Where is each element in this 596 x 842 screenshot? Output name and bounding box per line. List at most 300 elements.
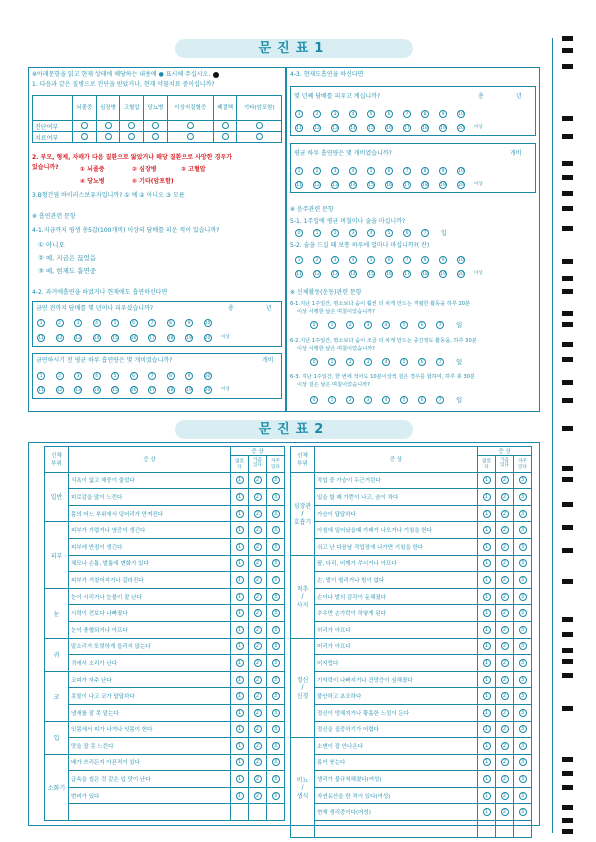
symptom-option-3[interactable]: 3 (514, 489, 532, 506)
symptom-option-2[interactable]: 2 (496, 605, 514, 622)
symptom-option-2[interactable]: 2 (496, 522, 514, 539)
current-amount-b-14[interactable]: 14 (350, 183, 356, 188)
symptom-option-3[interactable]: 3 (514, 572, 532, 589)
symptom-option-3[interactable]: 3 (514, 655, 532, 672)
symptom-text (69, 804, 231, 821)
symptom-option-1[interactable]: 1 (231, 787, 249, 804)
disease-option-circle[interactable] (167, 121, 213, 132)
disease-option-circle[interactable] (144, 121, 168, 132)
symptom-option-2[interactable]: 2 (249, 671, 267, 688)
smoke-years-a-3[interactable]: 3 (74, 319, 82, 327)
smoke-amount-b-suffix: 이상 (221, 387, 230, 392)
smoke-years-b-14[interactable]: 14 (93, 336, 100, 341)
smoke-amount-b-11[interactable]: 11 (38, 388, 44, 393)
q62-days-0[interactable]: 0 (310, 358, 318, 366)
symptom-option-2[interactable]: 2 (496, 738, 514, 755)
smoke-amount-a-9[interactable]: 9 (185, 372, 193, 380)
symptom-option-2[interactable]: 2 (249, 505, 267, 522)
q4-1-option-1[interactable]: ② 예, 지금은 끊었음 (38, 254, 97, 262)
symptom-option-1[interactable]: 1 (231, 688, 249, 705)
current-years-b-12[interactable]: 12 (314, 126, 320, 131)
symptom-option-1[interactable]: 1 (478, 688, 496, 705)
body-part-left-5: 입 (45, 721, 69, 754)
timing-mark (562, 426, 573, 431)
timing-mark (562, 161, 573, 166)
smoke-amount-a-3[interactable]: 3 (74, 372, 82, 380)
symptom-option-2[interactable]: 2 (249, 738, 267, 755)
q2-option-4[interactable]: ⑤ 기타(암포함) (132, 178, 174, 185)
current-amount-a-4[interactable]: 4 (349, 167, 357, 175)
symptom-option-3[interactable]: 3 (514, 588, 532, 605)
disease-option-circle[interactable] (96, 132, 120, 143)
symptom-option-2[interactable]: 2 (496, 505, 514, 522)
symptom-option-2[interactable]: 2 (249, 638, 267, 655)
current-years-a-7[interactable]: 7 (403, 110, 411, 118)
q62-days-6[interactable]: 6 (418, 358, 426, 366)
symptom-option-1[interactable]: 1 (478, 771, 496, 788)
symptom-option-2[interactable]: 2 (496, 588, 514, 605)
drink-glasses-b-15[interactable]: 15 (368, 272, 374, 277)
symptom-option-1[interactable]: 1 (478, 605, 496, 622)
smoke-years-b-16[interactable]: 16 (130, 336, 137, 341)
q63-days-5[interactable]: 5 (400, 396, 408, 404)
symptom-option-3[interactable]: 3 (514, 804, 532, 821)
disease-option-circle[interactable] (120, 121, 144, 132)
q63-days-7[interactable]: 7 (436, 396, 444, 404)
symptom-option-2[interactable]: 2 (496, 638, 514, 655)
symptom-option-3[interactable]: 3 (514, 787, 532, 804)
symptom-option-1[interactable]: 1 (231, 738, 249, 755)
current-amount-a-5[interactable]: 5 (367, 167, 375, 175)
current-years-a-9[interactable]: 9 (439, 110, 447, 118)
symptom-option-3[interactable]: 3 (267, 621, 285, 638)
symptom-option-3[interactable]: 3 (514, 522, 532, 539)
smoke-years-b-17[interactable]: 17 (149, 336, 155, 341)
q63-days-3[interactable]: 3 (364, 396, 372, 404)
symptom-option-1[interactable]: 1 (231, 704, 249, 721)
drink-glasses-b-11[interactable]: 11 (296, 272, 302, 277)
smoke-years-a-10[interactable]: 10 (204, 321, 211, 326)
smoke-amount-b-17[interactable]: 17 (149, 388, 155, 393)
symptom-option-2[interactable]: 2 (496, 671, 514, 688)
symptom-option-2[interactable]: 2 (496, 688, 514, 705)
smoke-years-a-2[interactable]: 2 (56, 319, 64, 327)
symptom-option-1[interactable]: 1 (231, 655, 249, 672)
smoke-years-b-18[interactable]: 18 (167, 336, 174, 341)
current-years-a-3[interactable]: 3 (331, 110, 339, 118)
symptom-option-3[interactable]: 3 (267, 754, 285, 771)
symptom-option-1[interactable]: 1 (231, 771, 249, 788)
smoke-years-a-4[interactable]: 4 (93, 319, 101, 327)
q63-days-2[interactable]: 2 (346, 396, 354, 404)
current-amount-a-8[interactable]: 8 (421, 167, 429, 175)
symptom-option-2[interactable]: 2 (496, 555, 514, 572)
current-years-a-5[interactable]: 5 (367, 110, 375, 118)
drink-glasses-a-3[interactable]: 3 (331, 256, 339, 264)
q62-days-1[interactable]: 1 (328, 358, 336, 366)
smoke-amount-b-13[interactable]: 13 (75, 388, 81, 393)
smoke-amount-b-15[interactable]: 15 (112, 388, 118, 393)
current-amount-b-17[interactable]: 17 (404, 183, 410, 188)
symptom-option-1[interactable]: 1 (478, 621, 496, 638)
symptom-option-2[interactable]: 2 (496, 655, 514, 672)
symptom-option-2[interactable]: 2 (496, 754, 514, 771)
q2-option-3[interactable]: ④ 당뇨병 (80, 178, 105, 185)
symptom-option-1[interactable]: 1 (478, 522, 496, 539)
disease-option-circle[interactable] (237, 132, 282, 143)
q4-1-option-2[interactable]: ③ 예, 현재도 흡연중 (38, 267, 97, 275)
symptom-option-3[interactable]: 3 (514, 605, 532, 622)
symptom-option-3[interactable]: 3 (267, 638, 285, 655)
symptom-option-2[interactable]: 2 (496, 472, 514, 489)
symptom-option-3[interactable]: 3 (267, 787, 285, 804)
drink-glasses-a-6[interactable]: 6 (385, 256, 393, 264)
drink-glasses-a-10[interactable]: 10 (458, 258, 464, 263)
symptom-option-2[interactable]: 2 (249, 754, 267, 771)
symptom-option-1[interactable]: 1 (231, 621, 249, 638)
drink-glasses-b-19[interactable]: 19 (440, 272, 446, 277)
symptom-option-1[interactable]: 1 (478, 754, 496, 771)
q63-days-6[interactable]: 6 (418, 396, 426, 404)
smoke-amount-a-1[interactable]: 1 (37, 372, 45, 380)
drink-glasses-b-12[interactable]: 12 (314, 272, 320, 277)
symptom-option-3[interactable]: 3 (514, 754, 532, 771)
smoke-years-a-1[interactable]: 1 (37, 319, 45, 327)
symptom-option-1[interactable]: 1 (478, 555, 496, 572)
symptom-option-3[interactable]: 3 (267, 738, 285, 755)
current-years-a-4[interactable]: 4 (349, 110, 357, 118)
symptom-option-1[interactable]: 1 (231, 638, 249, 655)
q61-days-5[interactable]: 5 (400, 321, 408, 329)
current-years-b-13[interactable]: 13 (332, 126, 338, 131)
current-amount-b-19[interactable]: 19 (440, 183, 446, 188)
drink-glasses-b-20[interactable]: 20 (458, 272, 464, 277)
symptom-option-3[interactable]: 3 (514, 638, 532, 655)
current-amount-a-9[interactable]: 9 (439, 167, 447, 175)
q2-option-2[interactable]: ③ 고혈압 (181, 166, 206, 173)
symptom-option-2[interactable]: 2 (496, 538, 514, 555)
drink-glasses-b-17[interactable]: 17 (404, 272, 410, 277)
symptom-option-3[interactable]: 3 (514, 621, 532, 638)
symptom-option-3[interactable]: 3 (514, 555, 532, 572)
q62-days-3[interactable]: 3 (364, 358, 372, 366)
symptom-option-3[interactable]: 3 (514, 771, 532, 788)
symptom-option-3[interactable]: 3 (267, 588, 285, 605)
smoke-amount-a-8[interactable]: 8 (167, 372, 175, 380)
q62-days-4[interactable]: 4 (382, 358, 390, 366)
symptom-option-1[interactable]: 1 (231, 605, 249, 622)
q2-option-0[interactable]: ① 뇌졸중 (80, 166, 105, 173)
current-amount-b-12[interactable]: 12 (314, 183, 320, 188)
q63-days-1[interactable]: 1 (328, 396, 336, 404)
smoke-years-a-9[interactable]: 9 (185, 319, 193, 327)
symptom-option-2[interactable]: 2 (496, 621, 514, 638)
disease-option-circle[interactable] (73, 121, 97, 132)
symptom-option-2[interactable]: 2 (249, 655, 267, 672)
disease-option-circle[interactable] (237, 121, 282, 132)
disease-option-circle[interactable] (120, 132, 144, 143)
symptom-option-1[interactable]: 1 (231, 588, 249, 605)
q61-days-3[interactable]: 3 (364, 321, 372, 329)
symptom-option-3[interactable]: 3 (514, 721, 532, 738)
symptom-option-1[interactable]: 1 (478, 738, 496, 755)
drink-days-2[interactable]: 2 (331, 229, 339, 237)
timing-mark (562, 579, 573, 584)
q61-days-6[interactable]: 6 (418, 321, 426, 329)
symptom-option-3[interactable]: 3 (514, 738, 532, 755)
symptom-option-2[interactable]: 2 (249, 704, 267, 721)
current-amount-b-16[interactable]: 16 (386, 183, 392, 188)
timing-mark (562, 311, 573, 316)
symptom-option-1[interactable]: 1 (231, 754, 249, 771)
timing-mark (562, 36, 573, 41)
smoke-amount-a-2[interactable]: 2 (56, 372, 64, 380)
q61-days-2[interactable]: 2 (346, 321, 354, 329)
col-symptom: 증 상 (315, 447, 478, 473)
symptom-option-3[interactable]: 3 (267, 489, 285, 506)
q62-days-2[interactable]: 2 (346, 358, 354, 366)
symptom-option-3[interactable]: 3 (267, 605, 285, 622)
symptom-option-1[interactable]: 1 (478, 505, 496, 522)
disease-option-circle[interactable] (73, 132, 97, 143)
q63-days-0[interactable]: 0 (310, 396, 318, 404)
q61-days-4[interactable]: 4 (382, 321, 390, 329)
q4-1-option-0[interactable]: ① 아니오 (38, 241, 65, 249)
smoke-amount-b-18[interactable]: 18 (167, 388, 174, 393)
smoke-amount-a-6[interactable]: 6 (130, 372, 138, 380)
q62-text-b: 이상 시행한 날은 며칠이었습니까? (297, 346, 375, 352)
symptom-option-3[interactable]: 3 (267, 472, 285, 489)
symptom-option-2[interactable]: 2 (496, 489, 514, 506)
symptom-option-3[interactable]: 3 (267, 538, 285, 555)
drink-glasses-a-1[interactable]: 1 (295, 256, 303, 264)
symptom-option-1[interactable]: 1 (478, 572, 496, 589)
symptom-option-1[interactable]: 1 (231, 522, 249, 539)
drink-glasses-b-18[interactable]: 18 (422, 272, 428, 277)
symptom-text: 팔, 다리, 어깨가 쑤시거나 아프다 (315, 555, 478, 572)
col-group: 증 상 (231, 447, 285, 456)
symptom-option-3[interactable]: 3 (514, 704, 532, 721)
current-amount-b-15[interactable]: 15 (368, 183, 374, 188)
symptom-option-3[interactable]: 3 (267, 572, 285, 589)
drink-glasses-b-13[interactable]: 13 (332, 272, 338, 277)
symptom-option-2[interactable]: 2 (249, 489, 267, 506)
timing-mark (562, 322, 573, 327)
symptom-option-2[interactable]: 2 (249, 721, 267, 738)
smoke-years-b-19[interactable]: 19 (186, 336, 192, 341)
symptom-option-2[interactable]: 2 (496, 704, 514, 721)
symptom-option-3[interactable]: 3 (514, 505, 532, 522)
smoke-years-a-5[interactable]: 5 (111, 319, 119, 327)
timing-mark (562, 206, 573, 211)
current-years-a-2[interactable]: 2 (313, 110, 321, 118)
drink-glasses-a-5[interactable]: 5 (367, 256, 375, 264)
current-years-b-15[interactable]: 15 (368, 126, 374, 131)
current-years-b-11[interactable]: 11 (296, 126, 302, 131)
smoke-years-b-suffix: 이상 (221, 335, 230, 340)
smoke-amount-b-19[interactable]: 19 (186, 388, 192, 393)
symptom-option-1[interactable]: 1 (231, 505, 249, 522)
smoke-years-a-7[interactable]: 7 (148, 319, 156, 327)
q63-days-4[interactable]: 4 (382, 396, 390, 404)
current-amount-b-18[interactable]: 18 (422, 183, 428, 188)
drink-days-5[interactable]: 5 (385, 229, 393, 237)
disease-option-circle[interactable] (167, 132, 213, 143)
symptom-option-3[interactable]: 3 (267, 655, 285, 672)
smoke-amount-b-20[interactable]: 20 (204, 388, 211, 393)
symptom-option-2[interactable]: 2 (249, 787, 267, 804)
symptom-option-2[interactable]: 2 (249, 572, 267, 589)
drink-days-4[interactable]: 4 (367, 229, 375, 237)
symptom-option-1[interactable]: 1 (231, 555, 249, 572)
symptom-option-3[interactable]: 3 (514, 688, 532, 705)
q62-days-5[interactable]: 5 (400, 358, 408, 366)
symptom-option-3[interactable]: 3 (267, 671, 285, 688)
q61-days-0[interactable]: 0 (310, 321, 318, 329)
symptom-option-2[interactable]: 2 (249, 588, 267, 605)
symptom-option-3[interactable]: 3 (514, 671, 532, 688)
symptom-option-2[interactable]: 2 (249, 555, 267, 572)
drink-glasses-a-9[interactable]: 9 (439, 256, 447, 264)
symptom-option-3[interactable]: 3 (267, 704, 285, 721)
current-amount-a-2[interactable]: 2 (313, 167, 321, 175)
current-years-a-1[interactable]: 1 (295, 110, 303, 118)
symptom-option-1[interactable]: 1 (478, 655, 496, 672)
q2-option-1[interactable]: ② 심장병 (132, 166, 157, 173)
current-years-a-8[interactable]: 8 (421, 110, 429, 118)
drink-glasses-a-8[interactable]: 8 (421, 256, 429, 264)
symptom-option-2[interactable]: 2 (496, 721, 514, 738)
smoke-amount-a-5[interactable]: 5 (111, 372, 119, 380)
symptom-option-1[interactable]: 1 (478, 804, 496, 821)
drink-days-0[interactable]: 0 (295, 229, 303, 237)
smoke-years-b-15[interactable]: 15 (112, 336, 118, 341)
body-part-left-1: 피부 (45, 522, 69, 588)
symptom-option-1[interactable]: 1 (478, 721, 496, 738)
current-amount-b-20[interactable]: 20 (458, 183, 464, 188)
symptom-option-2[interactable]: 2 (249, 605, 267, 622)
symptom-option-2[interactable]: 2 (496, 771, 514, 788)
disease-option-circle[interactable] (213, 121, 237, 132)
symptom-option-3[interactable]: 3 (267, 555, 285, 572)
symptom-option-2[interactable]: 2 (249, 688, 267, 705)
current-amount-a-7[interactable]: 7 (403, 167, 411, 175)
q61-days-1[interactable]: 1 (328, 321, 336, 329)
symptom-option-2[interactable]: 2 (496, 787, 514, 804)
symptom-option-2[interactable]: 2 (249, 522, 267, 539)
symptom-text: 급속을 씹은 것 같은 입 맛이 난다 (69, 771, 231, 788)
smoke-years-b-12[interactable]: 12 (56, 336, 63, 341)
q61-days-7[interactable]: 7 (436, 321, 444, 329)
current-amount-a-6[interactable]: 6 (385, 167, 393, 175)
drink-days-3[interactable]: 3 (349, 229, 357, 237)
symptom-option-1[interactable]: 1 (231, 671, 249, 688)
smoke-amount-a-10[interactable]: 10 (204, 374, 211, 379)
q62-days-7[interactable]: 7 (436, 358, 444, 366)
smoke-amount-a-7[interactable]: 7 (148, 372, 156, 380)
symptom-option-3[interactable]: 3 (514, 538, 532, 555)
disease-option-circle[interactable] (144, 132, 168, 143)
symptom-option-1[interactable]: 1 (478, 671, 496, 688)
timing-mark (562, 785, 573, 790)
smoke-amount-b-16[interactable]: 16 (130, 388, 137, 393)
col-sometimes: 가끔 있다 (249, 456, 267, 473)
symptom-option-2[interactable]: 2 (249, 538, 267, 555)
disease-option-circle[interactable] (96, 121, 120, 132)
symptom-option-1[interactable]: 1 (231, 572, 249, 589)
current-years-b-14[interactable]: 14 (350, 126, 356, 131)
body-part-left-0: 일반 (45, 472, 69, 522)
current-years-b-17[interactable]: 17 (404, 126, 410, 131)
drink-days-7[interactable]: 7 (421, 229, 429, 237)
symptom-option-2[interactable]: 2 (249, 621, 267, 638)
symptom-option-3[interactable]: 3 (267, 505, 285, 522)
smoke-years-b-20[interactable]: 20 (204, 336, 211, 341)
symptom-text: 체모나 손톱, 발톱에 변화가 있다 (69, 555, 231, 572)
current-years-b-18[interactable]: 18 (422, 126, 428, 131)
drink-glasses-b-14[interactable]: 14 (350, 272, 356, 277)
drink-glasses-a-4[interactable]: 4 (349, 256, 357, 264)
drink-glasses-a-2[interactable]: 2 (313, 256, 321, 264)
current-years-a-6[interactable]: 6 (385, 110, 393, 118)
drink-days-1[interactable]: 1 (313, 229, 321, 237)
disease-option-circle[interactable] (213, 132, 237, 143)
symptom-option-1[interactable]: 1 (478, 638, 496, 655)
current-amount-b-11[interactable]: 11 (296, 183, 302, 188)
symptom-option-1[interactable]: 1 (231, 538, 249, 555)
symptom-option-1[interactable]: 1 (478, 489, 496, 506)
symptom-option-1[interactable]: 1 (478, 704, 496, 721)
symptom-option-1[interactable]: 1 (231, 489, 249, 506)
smoke-amount-a-4[interactable]: 4 (93, 372, 101, 380)
symptom-option-1[interactable]: 1 (231, 472, 249, 489)
current-amount-a-3[interactable]: 3 (331, 167, 339, 175)
symptom-option-1[interactable]: 1 (478, 588, 496, 605)
symptom-option-3[interactable]: 3 (514, 472, 532, 489)
current-years-b-19[interactable]: 19 (440, 126, 446, 131)
symptom-option-1[interactable]: 1 (478, 538, 496, 555)
symptom-option-2[interactable]: 2 (496, 572, 514, 589)
smoke-years-a-8[interactable]: 8 (167, 319, 175, 327)
smoke-years-b-11[interactable]: 11 (38, 336, 44, 341)
symptom-text: 콧물이 나고 코가 답답하다 (69, 688, 231, 705)
drink-glasses-a-7[interactable]: 7 (403, 256, 411, 264)
symptom-option-2[interactable]: 2 (496, 804, 514, 821)
q62-text-a: 6-2.지난 1주일간, 평소보다 숨이 조금 더 차게 만드는 중간정도 활동을, 하루 30분 (290, 338, 477, 344)
symptom-option-1[interactable]: 1 (478, 472, 496, 489)
symptom-option-1[interactable]: 1 (231, 721, 249, 738)
smoke-amount-b-12[interactable]: 12 (56, 388, 63, 393)
smoke-years-a-6[interactable]: 6 (130, 319, 138, 327)
smoke-years-b-13[interactable]: 13 (75, 336, 81, 341)
symptom-option-2[interactable]: 2 (249, 771, 267, 788)
current-years-a-10[interactable]: 10 (458, 112, 464, 117)
symptom-option-3[interactable]: 3 (267, 721, 285, 738)
current-amount-b-13[interactable]: 13 (332, 183, 338, 188)
symptom-option-3[interactable]: 3 (267, 522, 285, 539)
symptom-option-2[interactable]: 2 (249, 472, 267, 489)
current-years-b-20[interactable]: 20 (458, 126, 464, 131)
current-amount-a-10[interactable]: 10 (458, 169, 464, 174)
drink-days-6[interactable]: 6 (403, 229, 411, 237)
symptom-option-1[interactable]: 1 (478, 787, 496, 804)
symptom-option-3[interactable]: 3 (267, 771, 285, 788)
smoke-amount-b-14[interactable]: 14 (93, 388, 100, 393)
current-years-b-16[interactable]: 16 (386, 126, 392, 131)
current-amount-a-1[interactable]: 1 (295, 167, 303, 175)
symptom-option-3[interactable]: 3 (267, 688, 285, 705)
drink-glasses-b-16[interactable]: 16 (386, 272, 392, 277)
